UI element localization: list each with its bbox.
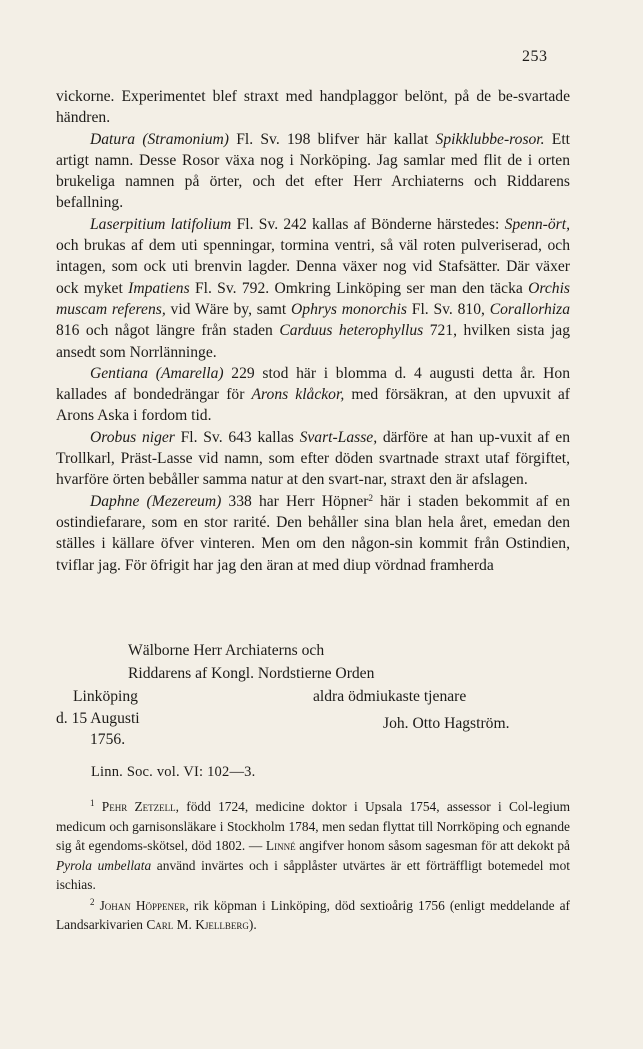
text-run: Fl. Sv. 242 kallas af Bönderne härstedes: <box>231 215 505 233</box>
italic-term: Ophrys monorchis <box>291 300 407 318</box>
footnote-text: , rik köpman i Linköping, död sextioårig 1756 (enligt meddelande af Landsarkivarien <box>56 897 570 932</box>
text-run: Fl. Sv. 198 blifver här kallat <box>228 130 436 148</box>
footnote-2 <box>56 896 570 935</box>
italic-term: Datura (Stramonium) <box>90 130 229 148</box>
closing-line-1: Wälborne Herr Archiaterns och <box>128 642 325 659</box>
footnote-text: ). <box>248 917 257 932</box>
text-run: 229 stod här i blomma d. 4 augusti detta år. Hon kallades af bondedrängar för <box>56 364 570 404</box>
text-run: med försäkran, at den upvuxit af Arons Aska i fordom tid. <box>56 386 570 425</box>
paragraph <box>56 86 570 129</box>
footnote-person-name: Johan Höppener <box>99 897 186 913</box>
footnote-species: Pyrola umbellata <box>56 857 152 873</box>
footnote-person-name: Carl M. Kjellberg <box>146 917 249 932</box>
closing-date: d. 15 Augusti <box>56 710 140 727</box>
text-run: därföre at han up-vuxit af en Trollkarl, Präst-Lasse vid namn, som efter döden svartnade straxt utaf förgiftet, hvarföre örten bebåller samma natur at den svart-nar, straxt den är afslagen. <box>56 428 570 489</box>
source-citation: Linn. Soc. vol. VI: 102—3. <box>91 764 256 780</box>
text-run: Fl. Sv. 792. Omkring Linköping ser man den täcka <box>189 279 529 297</box>
footnote-reference: 2 <box>368 492 373 503</box>
text-run: vickorne. Experimentet blef straxt med handplaggor belönt, på de be-svartade händren. <box>56 88 570 127</box>
italic-term: Arons klåckor, <box>251 386 345 404</box>
italic-term: Carduus heterophyllus <box>279 322 424 340</box>
italic-term: Laserpitium latifolium <box>90 215 232 233</box>
italic-term: Impatiens <box>128 279 190 297</box>
paragraph <box>56 129 570 214</box>
closing-year: 1756. <box>90 731 126 748</box>
italic-term: Corallorhiza <box>489 300 570 318</box>
paragraph <box>56 214 570 363</box>
italic-term: Daphne (Mezereum) <box>90 492 222 510</box>
footnote-text: använd invärtes och i såpplåster utvärtes är ett förträffligt botemedel mot ischias. <box>56 857 570 892</box>
closing-place: Linköping <box>73 688 138 705</box>
text-run: 338 har Herr Höpner <box>221 492 369 510</box>
text-run: Ett artigt namn. Desse Rosor växa nog i Norköping. Jag samlar med flit de i orten brukeliga namnen på örter, och det efter Herr Archiaterns och Riddarens befallning. <box>56 130 570 212</box>
italic-term: Orchis muscam referens, <box>56 279 570 318</box>
text-run: Fl. Sv. 810, <box>406 300 490 318</box>
text-run: och brukas af dem uti spenningar, tormina ventri, så väl roten pulveriserad, och intagen, som ock uti brenvin lagder. Denna växer nog vid Stafsätter. Där växer ock myket <box>56 237 570 297</box>
text-run: 816 och något längre från staden <box>56 322 280 340</box>
text-run: vid Wäre by, samt <box>165 300 292 318</box>
letter-body <box>56 86 570 576</box>
footnote-person-name: Pehr Zetzell <box>101 799 176 814</box>
page-number: 253 <box>522 48 548 65</box>
text-run: 721, hvilken sista jag ansedt som Norrlänninge. <box>56 322 570 361</box>
paragraph <box>56 427 570 491</box>
italic-term: Gentiana (Amarella) <box>90 364 224 382</box>
closing-line-2: Riddarens af Kongl. Nordstierne Orden <box>128 665 375 682</box>
footnotes <box>56 797 570 935</box>
footnote-person-name: Linné <box>265 838 296 853</box>
paragraph <box>56 363 570 427</box>
italic-term: Orobus niger <box>90 428 175 446</box>
footnote-1 <box>56 797 570 895</box>
text-run: här i staden bekommit af en ostindiefarare, som en stor rarité. Den behåller sina blan hela året, emedan den ställes i källare öfver vinteren. Men om den någon-sin kommit från Ostindien, tviflar jag. För öfrigit har jag den äran at med diup vördnad framherda <box>56 492 571 574</box>
closing-humble: aldra ödmiukaste tjenare <box>313 688 467 705</box>
text-run: Fl. Sv. 643 kallas <box>174 428 300 446</box>
footnote-text: angifver honom såsom sagesman för att dekokt på <box>295 838 570 853</box>
paragraph <box>56 491 570 576</box>
signature: Joh. Otto Hagström. <box>383 715 510 732</box>
italic-term: Svart-Lasse, <box>299 428 378 446</box>
footnote-mark: 2 <box>90 896 95 907</box>
italic-term: Spikklubbe-rosor. <box>435 130 545 148</box>
italic-term: Spenn-ört, <box>504 215 570 233</box>
footnote-text: , född 1724, medicine doktor i Upsala 1754, assessor i Col-legium medicum och garnisonsläkare i Stockholm 1784, men sedan flyttat till Norrköping och egnande sig åt egendoms-skötsel, död 1802. — <box>56 799 570 853</box>
footnote-mark: 1 <box>90 798 95 808</box>
